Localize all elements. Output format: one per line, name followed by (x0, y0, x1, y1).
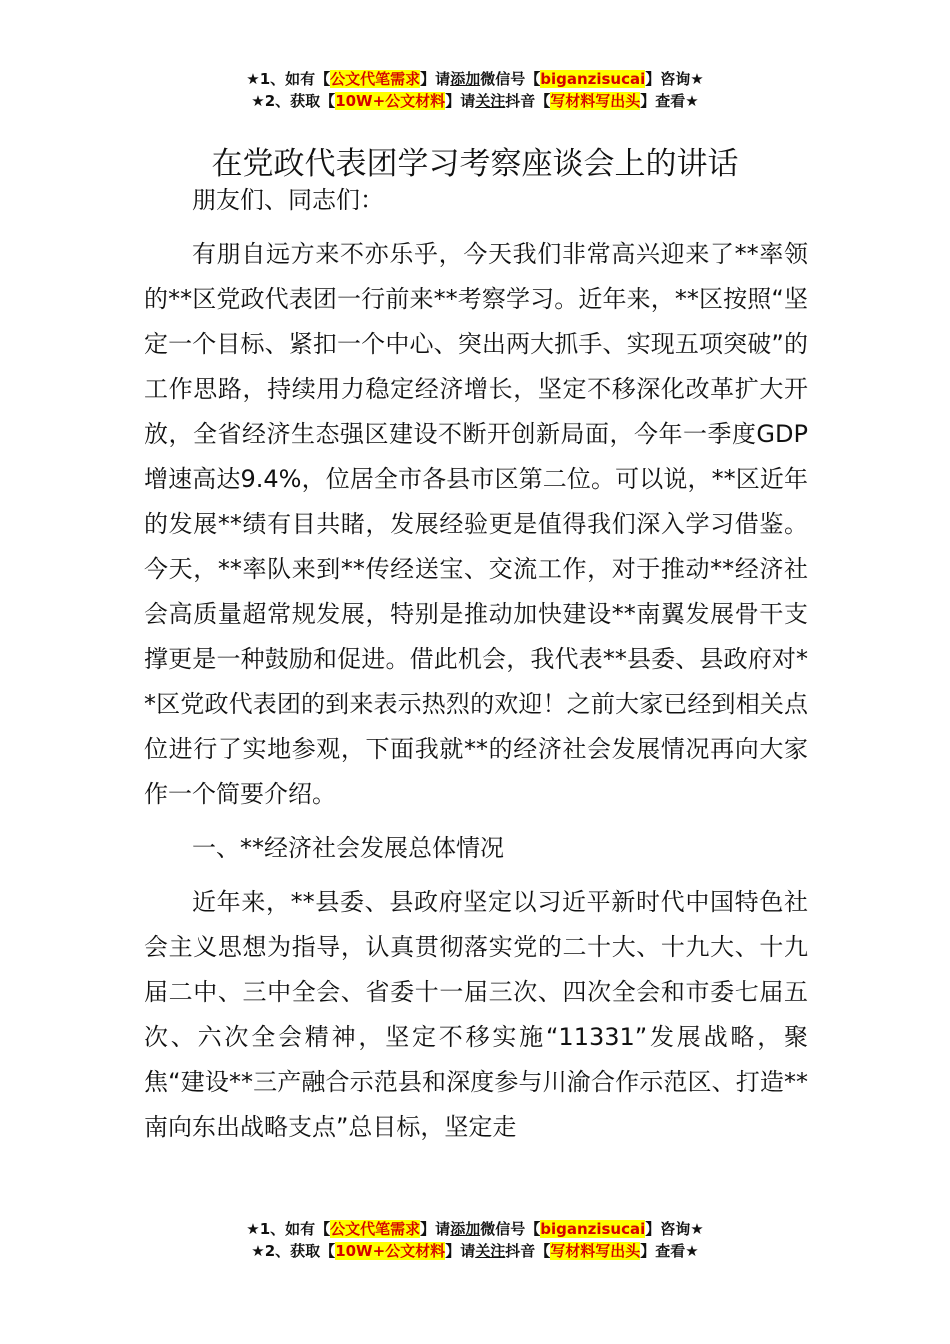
highlight-materials: 10W+公文材料 (335, 92, 446, 110)
highlight-wechat-id: biganzisucai (540, 1220, 646, 1238)
promo-line-1: ★1、如有【公文代笔需求】请添加微信号【biganzisucai】咨询★ (246, 70, 704, 88)
document-title: 在党政代表团学习考察座谈会上的讲话 (211, 145, 739, 182)
highlight-ghostwriting: 公文代笔需求 (330, 70, 421, 88)
paragraph: 近年来，**县委、县政府坚定以习近平新时代中国特色社会主义思想为指导，认真贯彻落实党的二十大、十九大、十九届二中、三中全会、省委十一届三次、四次全会和市委七届五次、六次全会精神，坚定不移实施“11331”发展战略，聚焦“建设**三产融合示范县和深度参与川渝合作示范区、打造**南向东出战略支点”总目标，坚定走 (144, 888, 808, 1141)
highlight-douyin: 写材料写出头 (550, 1242, 641, 1260)
paragraph: 有朋自远方来不亦乐乎，今天我们非常高兴迎来了**率领的**区党政代表团一行前来**考察学习。近年来，**区按照“坚定一个目标、紧扣一个中心、突出两大抓手、实现五项突破”的工作思路，持续用力稳定经济增长，坚定不移深化改革扩大开放，全省经济生态强区建设不断开创新局面，今年一季度GDP增速高达9.4%，位居全市各县市区第二位。可以说，**区近年的发展**绩有目共睹，发展经验更是值得我们深入学习借鉴。今天，**率队来到**传经送宝、交流工作，对于推动**经济社会高质量超常规发展，特别是推动加快建设**南翼发展骨干支撑更是一种鼓励和促进。借此机会，我代表**县委、县政府对**区党政代表团的到来表示热烈的欢迎！之前大家已经到相关点位进行了实地参观，下面我就**的经济社会发展情况再向大家作一个简要介绍。 (144, 240, 808, 808)
salutation: 朋友们、同志们： (192, 186, 384, 214)
highlight-wechat-id: biganzisucai (540, 70, 646, 88)
promo-line-1: ★1、如有【公文代笔需求】请添加微信号【biganzisucai】咨询★ (246, 1220, 704, 1238)
promo-banner-bottom (0, 1218, 950, 1262)
highlight-materials: 10W+公文材料 (335, 1242, 446, 1260)
promo-line-2: ★2、获取【10W+公文材料】请关注抖音【写材料写出头】查看★ (251, 92, 699, 110)
highlight-ghostwriting: 公文代笔需求 (330, 1220, 421, 1238)
section-heading: 一、**经济社会发展总体情况 (192, 834, 504, 862)
document-body (144, 178, 808, 1150)
highlight-douyin: 写材料写出头 (550, 92, 641, 110)
promo-line-2: ★2、获取【10W+公文材料】请关注抖音【写材料写出头】查看★ (251, 1242, 699, 1260)
promo-banner-top (0, 68, 950, 112)
